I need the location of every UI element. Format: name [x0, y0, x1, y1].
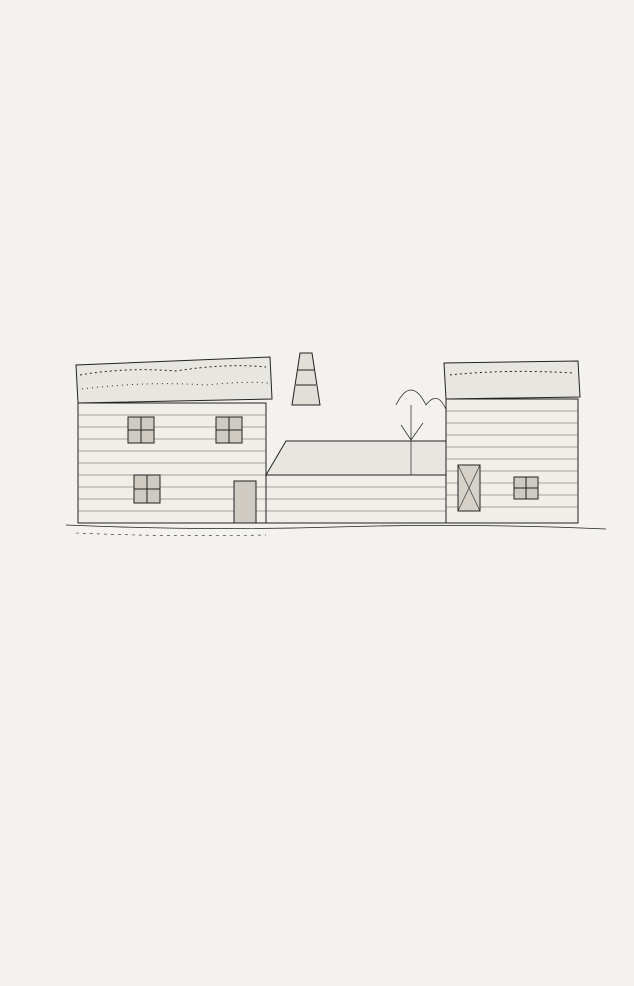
page-header — [50, 42, 590, 62]
farmhouse-illustration — [66, 345, 606, 565]
